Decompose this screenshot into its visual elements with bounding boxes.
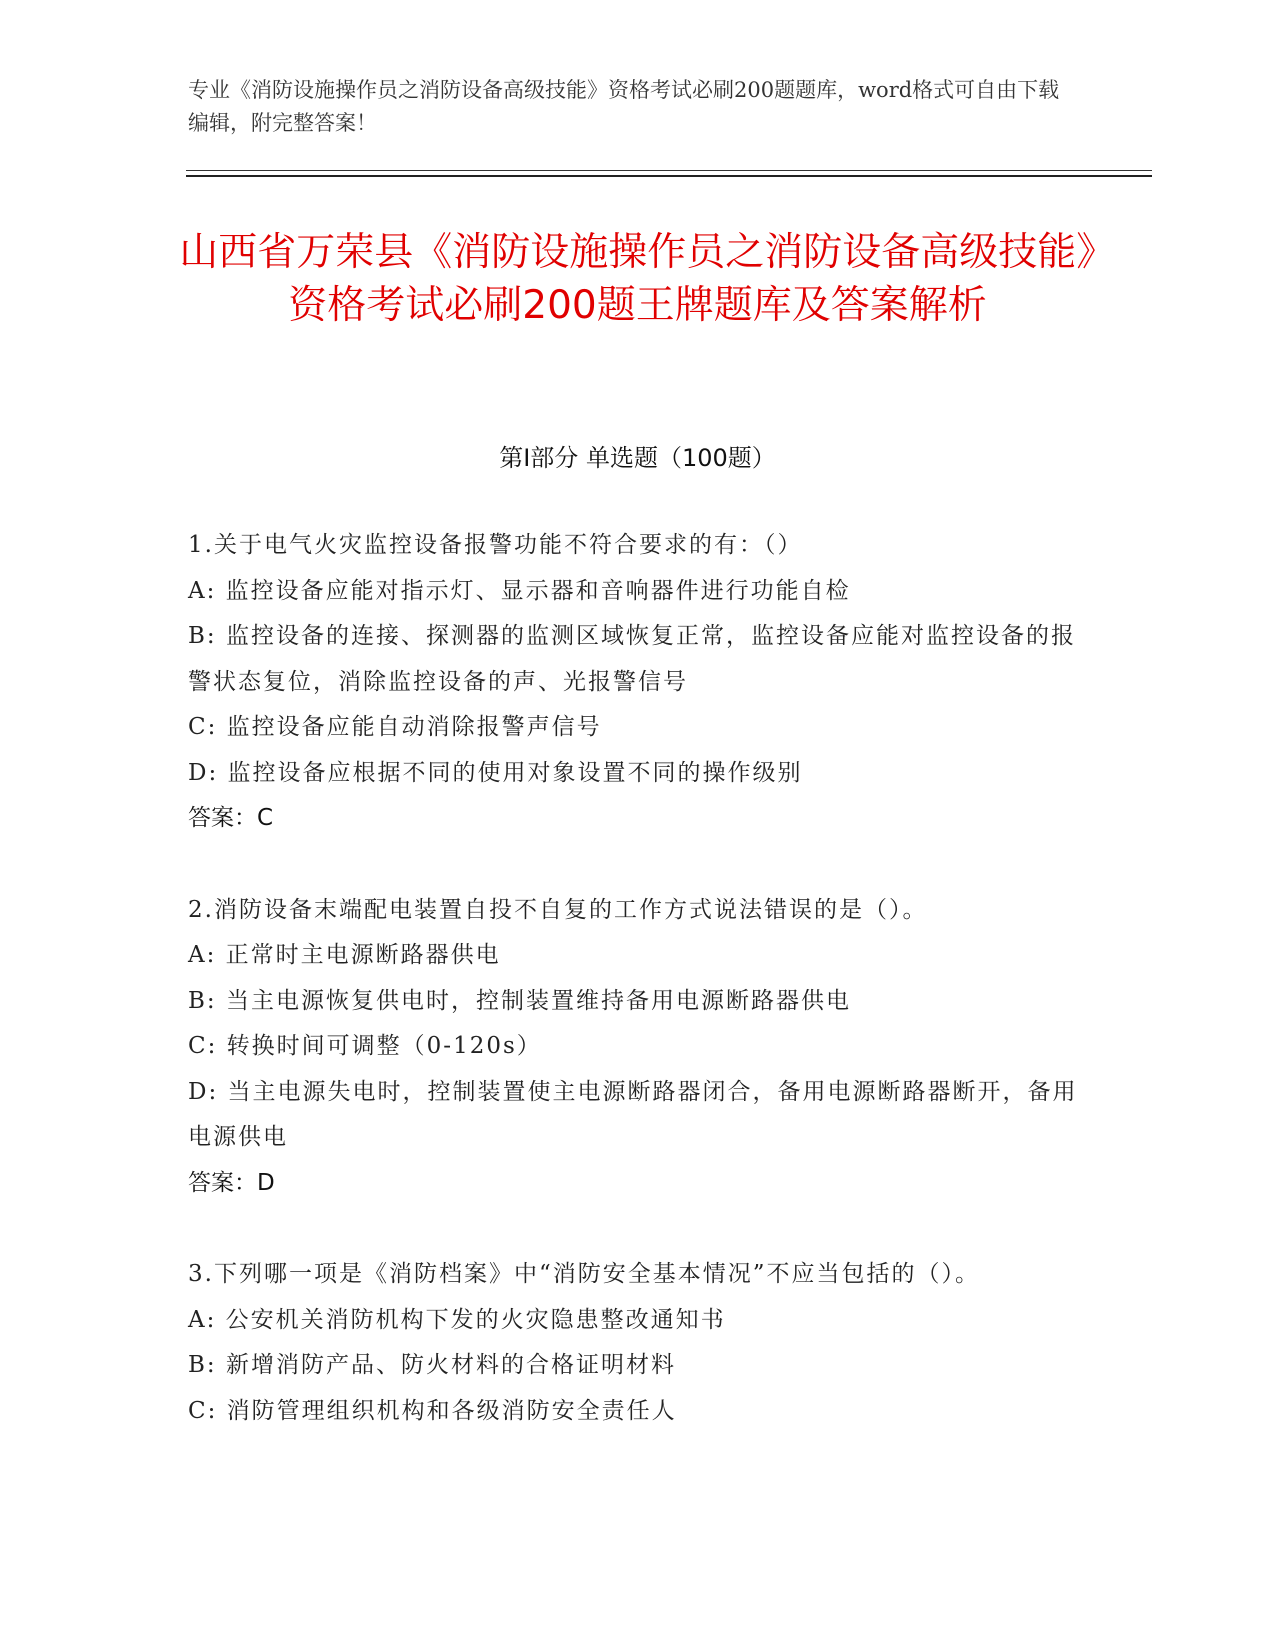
option-a: A: 监控设备应能对指示灯、显示器和音响器件进行功能自检 — [188, 577, 851, 604]
header-note: 专业《消防设施操作员之消防设备高级技能》资格考试必刷200题题库，word格式可自由下载编辑，附完整答案！ — [188, 78, 1060, 135]
option-b: B: 新增消防产品、防火材料的合格证明材料 — [188, 1352, 676, 1378]
option-b: B: 监控设备的连接、探测器的监测区域恢复正常，监控设备应能对监控设备的报警状态复位，消除监控设备的声、光报警信号 — [188, 623, 1076, 695]
question-list — [188, 523, 1078, 1480]
header-divider-thick — [186, 175, 1152, 177]
document-title: 山西省万荣县《消防设施操作员之消防设备高级技能》资格考试必刷200题王牌题库及答案解析 — [179, 230, 1096, 328]
option-a: A: 公安机关消防机构下发的火灾隐患整改通知书 — [188, 1306, 726, 1333]
option-d: D: 当主电源失电时，控制装置使主电源断路器闭合，备用电源断路器断开，备用电源供电 — [188, 1078, 1078, 1150]
option-c: C: 监控设备应能自动消除报警声信号 — [188, 714, 602, 740]
question-stem: 2.消防设备末端配电装置自投不自复的工作方式说法错误的是（）。 — [188, 896, 928, 923]
option-a: A: 正常时主电源断路器供电 — [188, 942, 501, 968]
answer: 答案：C — [188, 805, 274, 831]
answer: 答案：D — [188, 1169, 275, 1196]
question-stem: 3.下列哪一项是《消防档案》中“消防安全基本情况”不应当包括的（）。 — [188, 1261, 980, 1287]
option-c: C: 转换时间可调整（0-120s） — [188, 1033, 542, 1059]
question-stem: 1.关于电气火灾监控设备报警功能不符合要求的有：（） — [188, 532, 803, 558]
option-c: C: 消防管理组织机构和各级消防安全责任人 — [188, 1397, 677, 1424]
question-2 — [188, 888, 1078, 1207]
option-d: D: 监控设备应根据不同的使用对象设置不同的操作级别 — [188, 759, 803, 786]
question-3 — [188, 1252, 1078, 1434]
question-1 — [188, 523, 1078, 842]
section-title: 第Ⅰ部分 单选题（100题） — [499, 444, 776, 472]
option-b: B: 当主电源恢复供电时，控制装置维持备用电源断路器供电 — [188, 987, 851, 1014]
header-divider-thin — [186, 170, 1152, 171]
